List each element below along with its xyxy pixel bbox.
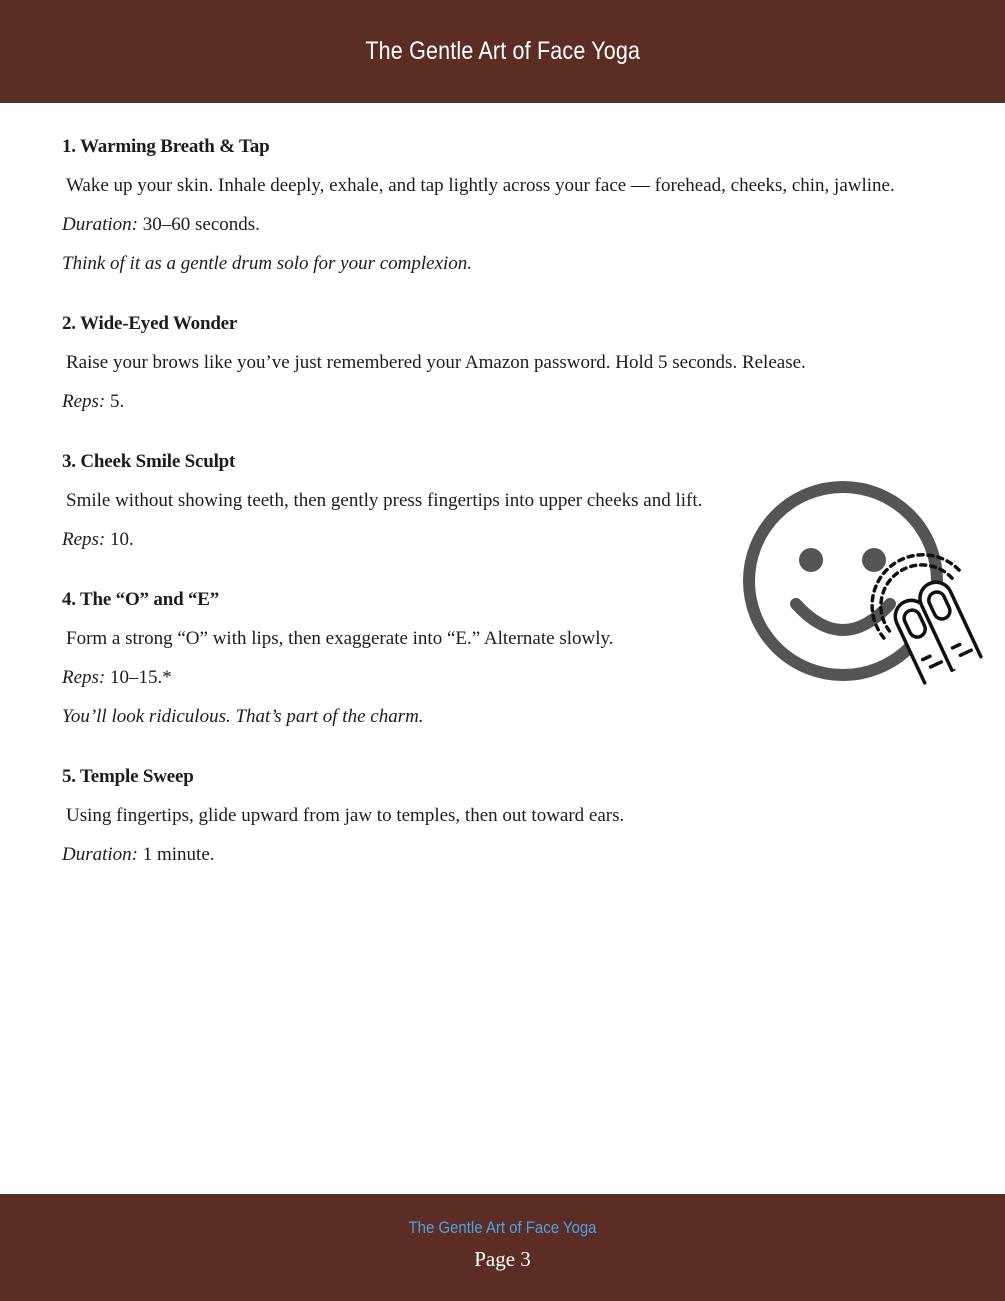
exercise-note: You’ll look ridiculous. That’s part of the charm.: [62, 706, 424, 727]
meta-label: Reps:: [62, 391, 106, 412]
exercise-meta: [62, 210, 942, 240]
exercise-title: 4. The “O” and “E”: [62, 589, 220, 610]
exercise-title: 5. Temple Sweep: [62, 766, 194, 787]
exercise-title: 1. Warming Breath & Tap: [62, 136, 270, 157]
left-eye: [799, 548, 823, 572]
header-title: The Gentle Art of Face Yoga: [365, 37, 640, 65]
exercise-description: Raise your brows like you’ve just remembered your Amazon password. Hold 5 seconds. Release.: [66, 352, 806, 373]
meta-label: Duration:: [62, 844, 138, 865]
page-footer: [0, 1194, 1005, 1301]
smiley-face-with-fingertip-tap-icon: [738, 476, 994, 686]
page-number: Page 3: [474, 1247, 531, 1271]
exercise-note: Think of it as a gentle drum solo for your complexion.: [62, 253, 473, 274]
exercise-section: [62, 132, 942, 279]
exercise-meta: [62, 840, 942, 870]
exercise-description: Wake up your skin. Inhale deeply, exhale, and tap lightly across your face — forehead, cheeks, chin, jawline.: [66, 175, 895, 196]
right-eye: [862, 548, 886, 572]
exercise-description: Using fingertips, glide upward from jaw to temples, then out toward ears.: [66, 805, 625, 826]
meta-value: 10–15.*: [105, 667, 172, 688]
exercise-section: [62, 762, 942, 870]
page-header: [0, 0, 1005, 103]
exercise-title: 3. Cheek Smile Sculpt: [62, 451, 236, 472]
meta-value: 1 minute.: [138, 844, 215, 865]
meta-value: 30–60 seconds.: [138, 214, 260, 235]
exercise-description: Smile without showing teeth, then gently press fingertips into upper cheeks and lift.: [66, 490, 703, 511]
exercise-section: [62, 309, 942, 417]
meta-label: Reps:: [62, 529, 106, 550]
exercise-description: Form a strong “O” with lips, then exaggerate into “E.” Alternate slowly.: [66, 628, 614, 649]
meta-value: 5.: [105, 391, 125, 412]
exercise-title: 2. Wide-Eyed Wonder: [62, 313, 238, 334]
footer-title: The Gentle Art of Face Yoga: [408, 1218, 597, 1237]
meta-label: Duration:: [62, 214, 138, 235]
exercise-meta: [62, 387, 942, 417]
meta-value: 10.: [105, 529, 134, 550]
meta-label: Reps:: [62, 667, 106, 688]
